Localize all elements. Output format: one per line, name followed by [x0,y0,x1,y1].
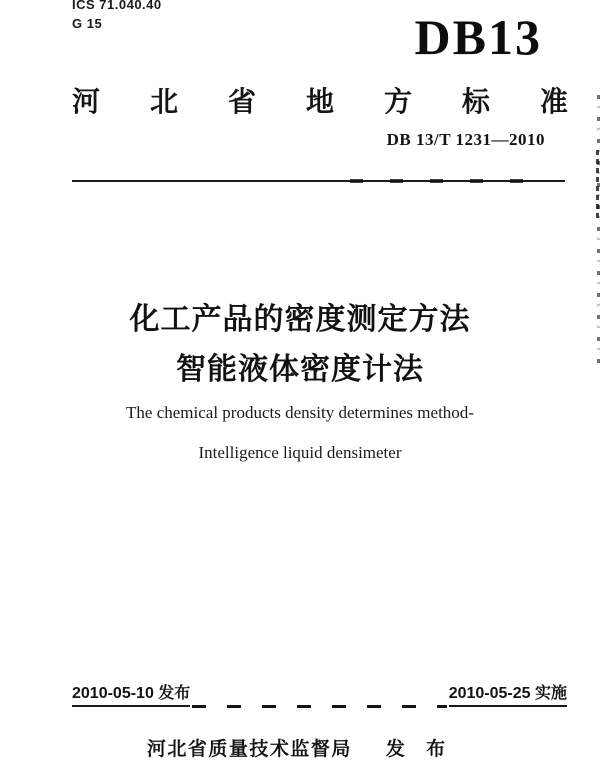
standard-title-char: 准 [539,86,568,117]
standard-title-char: 省 [227,86,256,117]
standard-title-char: 地 [305,86,334,117]
standard-title-char: 北 [149,86,178,117]
class-code: G 15 [72,16,103,31]
english-subtitle-line2: Intelligence liquid densimeter [198,443,402,462]
standard-title-char: 标 [461,86,490,117]
dashed-rule [192,705,446,708]
document-title-line1: 化工产品的密度测定方法 [129,303,471,336]
standard-title-char: 河 [72,86,101,117]
document-title-line2: 智能液体密度计法 [176,353,424,386]
issue-date: 2010-05-10 发布 [72,680,190,707]
scan-bleed-artifacts-dark [596,150,599,220]
classification-codes [72,0,162,33]
db13-logo: DB13 [414,9,542,65]
ics-code: ICS 71.040.40 [72,0,162,12]
document-number: DB 13/T 1231—2010 [386,130,545,149]
publisher-name: 河北省质量技术监督局 [146,739,352,760]
divider-scan-blotches [350,179,540,183]
province-standard-title [72,80,568,120]
dates-row [72,680,567,707]
english-subtitle-line1: The chemical products density determines method- [126,403,474,422]
standard-title-char: 方 [383,86,412,117]
publish-action-label: 发 布 [385,739,454,760]
publisher-row [0,734,600,761]
implement-date: 2010-05-25 实施 [449,680,567,707]
